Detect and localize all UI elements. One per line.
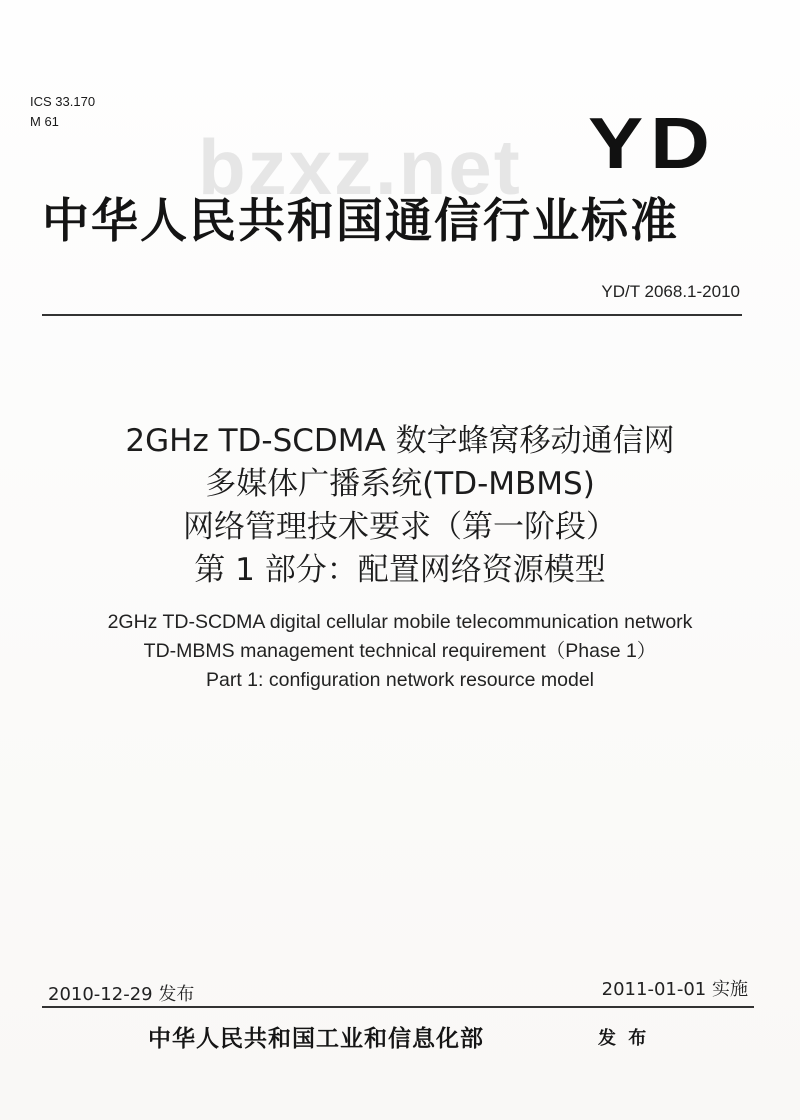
title-en-line: TD-MBMS management technical requirement（Phase 1） (143, 640, 657, 662)
publisher-action: 发 布 (598, 1028, 650, 1049)
title-english (30, 608, 770, 695)
publish-date: 2010-12-29 发布 (48, 984, 195, 1005)
title-cn-line: 网络管理技术要求（第一阶段） (183, 509, 617, 545)
footer-divider (42, 1006, 754, 1008)
classification-codes (30, 92, 95, 132)
ics-code: ICS 33.170 (30, 94, 96, 109)
title-en-line: Part 1: configuration network resource model (205, 669, 595, 691)
watermark: bzxz.net (198, 123, 522, 211)
header-divider (42, 314, 742, 316)
yd-logo: YD (588, 104, 717, 184)
implement-date: 2011-01-01 实施 (601, 979, 748, 1000)
title-cn-line: 2GHz TD-SCDMA 数字蜂窝移动通信网 (125, 423, 675, 459)
title-cn-line: 多媒体广播系统(TD-MBMS) (205, 466, 595, 502)
title-en-line: 2GHz TD-SCDMA digital cellular mobile telecommunication network (107, 611, 693, 633)
standard-number: YD/T 2068.1-2010 (601, 282, 740, 301)
title-cn-line: 第 1 部分：配置网络资源模型 (194, 552, 606, 588)
ccs-code: M 61 (30, 114, 59, 129)
org-title: 中华人民共和国通信行业标准 (42, 194, 679, 249)
publisher-name: 中华人民共和国工业和信息化部 (148, 1026, 484, 1052)
title-chinese (40, 420, 760, 592)
